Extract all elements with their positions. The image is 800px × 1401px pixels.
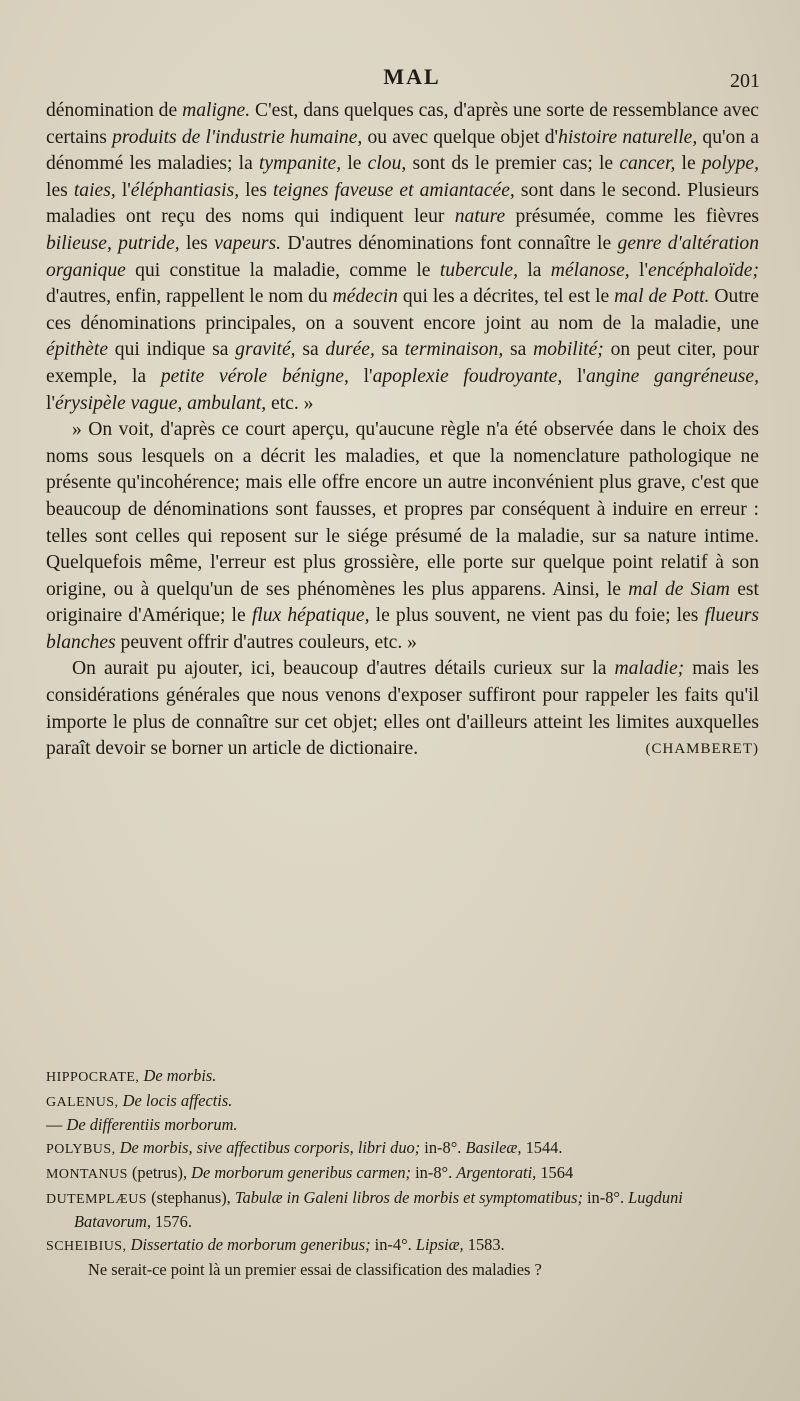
author-forename: (petrus), — [127, 1162, 192, 1182]
work-title: De morborum generibus carmen; — [191, 1162, 412, 1182]
italic-term: clou, — [367, 153, 407, 175]
text-run: sa — [503, 339, 534, 361]
text-run: est originaire d'Amérique; le — [46, 578, 759, 627]
italic-term: bilieuse, putride, — [46, 232, 180, 254]
author-signature: (CHAMBERET) — [645, 741, 759, 758]
text-run: etc. » — [266, 392, 314, 414]
bibliography-entry — [46, 1187, 759, 1234]
year: 1564 — [536, 1162, 574, 1182]
paragraph-1 — [46, 98, 759, 417]
format: in-8°. — [420, 1138, 466, 1158]
work-title: Dissertatio de morborum generibus; — [130, 1234, 371, 1254]
text-run: présumée, comme les fièvres — [505, 206, 760, 228]
italic-term: tympanite, — [258, 153, 342, 175]
italic-term: épithète — [46, 339, 109, 361]
italic-term: polype, — [701, 153, 759, 175]
bibliography-note: Ne serait-ce point là un premier essai de classification des maladies ? — [88, 1259, 542, 1279]
text-run: l' — [348, 365, 373, 387]
work-title: De differentiis morborum. — [66, 1115, 238, 1135]
italic-term: genre d'altération organique — [46, 232, 760, 281]
work-title: De morbis. — [143, 1066, 217, 1085]
italic-term: éléphantiasis, — [130, 179, 240, 201]
italic-term: flueurs blanches — [46, 605, 759, 653]
place: Basileæ, — [465, 1138, 522, 1158]
text-run: sa — [374, 339, 405, 361]
format: in-8°. — [582, 1187, 629, 1207]
year: 1583. — [463, 1234, 505, 1254]
text-run: qui constitue la maladie, comme le — [125, 259, 440, 281]
text-run: l' — [562, 365, 586, 387]
italic-term: maladie; — [614, 658, 685, 680]
text-run: mais les considérations générales que nous venons d'exposer suffiront pour rappeler les faits qu'il importe le plus de connaître sur cet objet; elles ont d'ailleurs atteint les limites auxquelles paraît devoir se borner un article de dictionaire. — [46, 658, 759, 760]
italic-term: terminaison, — [404, 339, 504, 361]
format: in-4°. — [370, 1234, 416, 1254]
author-name: GALENUS, — [46, 1094, 119, 1110]
text-run: dénomination de — [46, 100, 183, 121]
italic-term: apoplexie foudroyante, — [372, 365, 563, 387]
format: in-8°. — [411, 1162, 457, 1182]
text-run: les — [239, 179, 274, 201]
author-name: DUTEMPLÆUS — [46, 1191, 148, 1207]
article-body — [46, 98, 759, 763]
bibliography-entry — [46, 1162, 759, 1187]
text-run: l' — [46, 392, 55, 414]
bibliography — [46, 1065, 759, 1281]
place: Lugduni Batavorum, — [74, 1187, 683, 1232]
italic-term: flux hépatique, — [251, 605, 370, 627]
work-title: De locis affectis. — [122, 1090, 233, 1110]
italic-term: mal de Siam — [628, 578, 730, 600]
ditto-dash: — — [46, 1115, 67, 1135]
text-run: l' — [115, 179, 131, 201]
text-run: le plus souvent, ne vient pas du foie; les — [369, 605, 705, 627]
text-run: On aurait pu ajouter, ici, beaucoup d'autres détails curieux sur la — [72, 658, 615, 680]
text-run: D'autres dénominations font connaître le — [281, 232, 618, 254]
work-title: Tabulæ in Galeni libros de morbis et symptomatibus; — [234, 1187, 583, 1207]
text-run: le — [341, 153, 368, 175]
place: Lipsiæ, — [415, 1234, 464, 1254]
italic-term: histoire naturelle, — [558, 126, 698, 148]
italic-term: encéphaloïde; — [648, 259, 759, 281]
author-name: MONTANUS — [46, 1166, 128, 1182]
text-run: le — [675, 153, 702, 175]
italic-term: maligne. — [182, 100, 251, 121]
author-forename: (stephanus), — [147, 1187, 235, 1207]
text-run: les — [179, 232, 215, 254]
italic-term: teignes faveuse et amiantacée, — [273, 179, 515, 201]
italic-term: produits de l'industrie humaine, — [112, 126, 363, 148]
author-name: HIPPOCRATE, — [46, 1070, 140, 1085]
work-title: De morbis, sive affectibus corporis, libri duo; — [119, 1138, 421, 1158]
italic-term: tubercule, — [439, 259, 518, 281]
year: 1576. — [150, 1212, 192, 1232]
italic-term: durée, — [325, 339, 375, 361]
text-run: d'autres, enfin, rappellent le nom du — [46, 286, 333, 308]
bibliography-entry — [46, 1114, 759, 1137]
text-run: qu'on a dénommé les maladies; la — [46, 126, 759, 175]
text-run: ou avec quelque objet d' — [362, 126, 559, 148]
text-run: Outre ces dénominations principales, on a souvent encore joint au nom de la maladie, une — [46, 286, 759, 334]
italic-term: érysipèle vague, ambulant, — [54, 392, 267, 414]
text-run: C'est, dans quelques cas, d'après une sorte de ressemblance avec certains — [46, 100, 759, 148]
author-name: POLYBUS, — [46, 1142, 116, 1158]
italic-term: mélanose, — [550, 259, 630, 281]
text-run: » On voit, d'après ce court aperçu, qu'aucune règle n'a été observée dans le choix des noms sous lesquels on a décrit les maladies, et que la nomenclature pathologique ne présente qu'incohérence; mais elle offre encore un autre inconvénient plus grave, c'est que beaucoup de dénominations sont fausses, et propres par conséquent à induire en erreur : telles sont celles qui reposent sur le siége présumé de la maladie, sur sa nature intime. Quelquefois même, l'erreur est plus grossière, elle porte sur quelque point relatif à son origine, ou à quelqu'un de ses phénomènes les plus apparens. Ainsi, le — [46, 419, 759, 600]
italic-term: nature — [454, 206, 506, 228]
italic-term: mobilité; — [533, 339, 604, 361]
bibliography-entry — [46, 1137, 759, 1162]
italic-term: cancer, — [619, 153, 676, 175]
text-run: l' — [629, 259, 649, 281]
bibliography-entry — [46, 1234, 759, 1259]
author-name: SCHEIBIUS, — [46, 1238, 127, 1254]
text-run: les — [46, 179, 74, 201]
italic-term: gravité, — [235, 339, 296, 361]
paragraph-3 — [46, 656, 759, 762]
text-run: peuvent offrir d'autres couleurs, etc. » — [115, 631, 417, 653]
bibliography-entry — [46, 1090, 759, 1115]
text-run: sa — [295, 339, 326, 361]
text-run: qui indique sa — [108, 339, 236, 361]
place: Argentorati, — [456, 1162, 537, 1182]
bibliography-entry — [46, 1065, 759, 1090]
text-run: sont ds le premier cas; le — [406, 153, 620, 175]
text-run: sont dans le second. Plusieurs maladies ont reçu des noms qui indiquent leur — [46, 179, 760, 228]
running-head: MAL — [383, 64, 441, 89]
italic-term: médecin — [332, 286, 398, 308]
italic-term: angine gangréneuse, — [585, 365, 759, 387]
text-run: on peut citer, pour exemple, la — [46, 339, 759, 387]
italic-term: vapeurs. — [214, 232, 282, 254]
text-run: la — [517, 259, 551, 281]
year: 1544. — [521, 1138, 563, 1158]
italic-term: mal de Pott. — [614, 286, 710, 308]
italic-term: petite vérole bénigne, — [160, 365, 349, 387]
page-header — [48, 64, 776, 96]
paragraph-2 — [46, 417, 759, 656]
italic-term: taies, — [73, 179, 116, 201]
page-number: 201 — [730, 70, 760, 92]
text-run: qui les a décrites, tel est le — [397, 286, 615, 308]
